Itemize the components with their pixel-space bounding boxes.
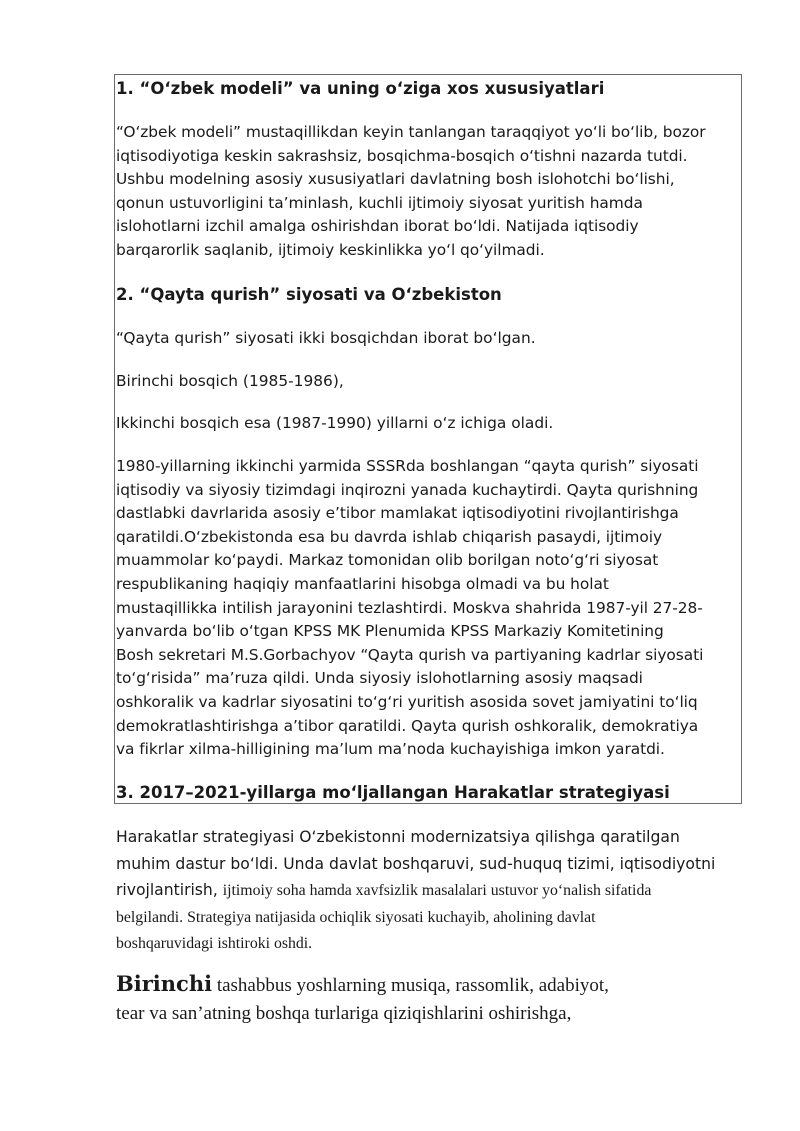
closing-paragraph [116,970,756,1028]
text-line: qaratildi.O‘zbekistonda esa bu davrda ishlab chiqarish pasaydi, ijtimoiy [116,527,663,546]
text-line: Bosh sekretari M.S.Gorbachyov “Qayta qurish va partiyaning kadrlar siyosati [116,645,704,664]
stage-1-text: Birinchi bosqich (1985-1986), [116,372,344,390]
text-line: va fikrlar xilma-hilligining ma’lum ma’noda kuchayishiga imkon yaratdi. [116,740,665,759]
section-2-paragraph [116,455,742,762]
text-line: respublikaning haqiqiy manfaatlarini hisobga olmadi va bu holat [116,574,609,593]
text-line: iqtisodiy va siyosiy tizimdagi inqirozni yanada kuchaytirdi. Qayta qurishning [116,480,699,499]
section-3-paragraph [116,824,756,957]
section-3-heading: 3. 2017–2021-yillarga mo‘ljallangan Harakatlar strategiyasi [116,783,670,802]
text-line: dastlabki davrlarida asosiy e’tibor mamlakat iqtisodiyotini rivojlantirishga [116,504,679,523]
text-line: muammolar ko‘paydi. Markaz tomonidan olib borilgan noto‘g‘ri siyosat [116,551,659,570]
text-line: yanvarda bo‘lib o‘tgan KPSS MK Plenumida KPSS Markaziy Komitetining [116,622,664,641]
text-line: belgilandi. Strategiya natijasida ochiqlik siyosati kuchayib, aholining davlat [116,908,596,926]
text-line: oshkoralik va kadrlar siyosatini to‘g‘ri yuritish asosida sovet jamiyatini to‘liq [116,692,698,711]
text-line: barqarorlik saqlanib, ijtimoiy keskinlikka yo‘l qo‘yilmadi. [116,240,545,259]
text-segment: rivojlantirish, [116,881,223,899]
text-line: to‘g‘risida” ma’ruza qildi. Unda siyosiy islohotlarning asosiy maqsadi [116,669,643,688]
text-line: Ushbu modelning asosiy xususiyatlari davlatning bosh islohotchi bo‘lishi, [116,170,675,189]
text-line: boshqaruvidagi ishtiroki oshdi. [116,934,313,952]
section-2-heading: 2. “Qayta qurish” siyosati va O‘zbekiston [116,285,502,304]
text-line: mustaqillikka intilish jarayonini tezlashtirdi. Moskva shahrida 1987-yil 27-28- [116,598,703,617]
section-1-heading: 1. “O‘zbek modeli” va uning o‘ziga xos xususiyatlari [116,79,605,98]
text-line: demokratlashtirishga a’tibor qaratildi. Qayta qurish oshkoralik, demokratiya [116,716,699,735]
section-2-intro: “Qayta qurish” siyosati ikki bosqichdan iborat bo‘lgan. [116,329,536,347]
text-line: Harakatlar strategiyasi O‘zbekistonni modernizatsiya qilishga qaratilgan [116,828,680,846]
text-segment: tashabbus yoshlarning musiqa, rassomlik, adabiyot, [212,975,609,996]
text-line [116,970,756,1000]
text-line: iqtisodiyotiga keskin sakrashsiz, bosqichma-bosqich o‘tishni nazarda tutdi. [116,146,688,165]
text-line: muhim dastur bo‘ldi. Unda davlat boshqaruvi, sud-huquq tizimi, iqtisodiyotni [116,854,716,873]
text-line [116,877,756,905]
bold-word: Birinchi [116,971,213,996]
text-line: qonun ustuvorligini ta’minlash, kuchli ijtimoiy siyosat yuritish hamda [116,193,643,212]
text-line: islohotlarni izchil amalga oshirishdan iborat bo‘ldi. Natijada iqtisodiy [116,217,639,236]
text-line: “O‘zbek modeli” mustaqillikdan keyin tanlangan taraqqiyot yo‘li bo‘lib, bozor [116,123,706,141]
stage-2-text: Ikkinchi bosqich esa (1987-1990) yillarni o‘z ichiga oladi. [116,414,554,432]
text-segment: ijtimoiy soha hamda xavfsizlik masalalari ustuvor yo‘nalish sifatida [222,882,652,899]
text-line: 1980-yillarning ikkinchi yarmida SSSRda boshlangan “qayta qurish” siyosati [116,457,699,475]
section-1-paragraph [116,121,742,263]
text-line: tear va san’atning boshqa turlariga qiziqishlarini oshirishga, [116,1003,572,1024]
